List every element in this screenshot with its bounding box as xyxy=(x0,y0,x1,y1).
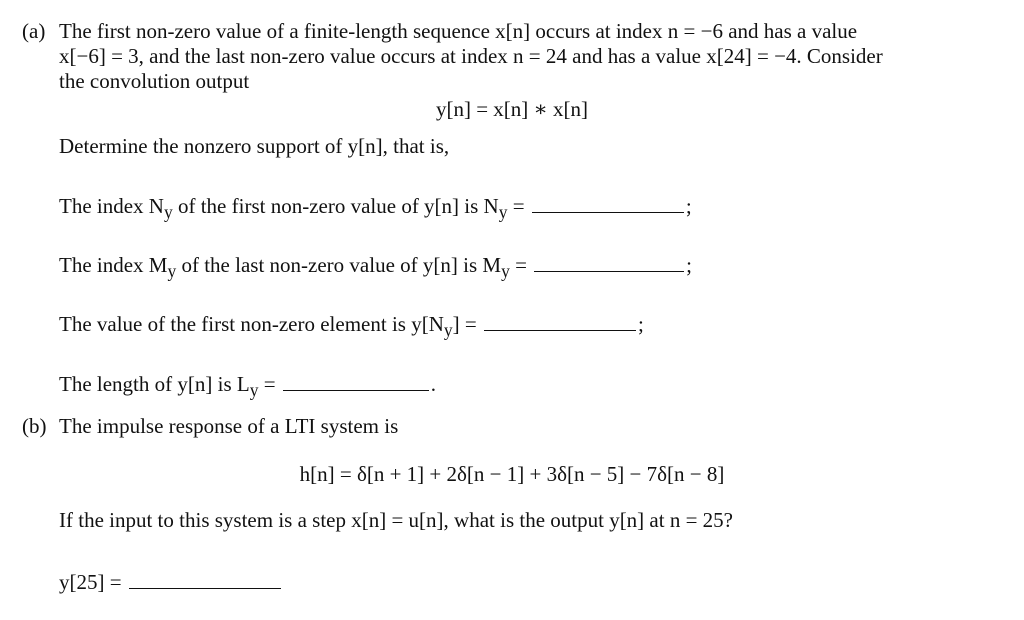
q4-end: . xyxy=(430,372,437,396)
answer-blank-last-index[interactable] xyxy=(534,253,684,272)
q1-rest-sub: y xyxy=(498,202,508,223)
part-b-line-1: The impulse response of a LTI system is xyxy=(59,414,399,438)
part-a-line-3: the convolution output xyxy=(59,69,250,93)
y25-label: y[25] = xyxy=(59,570,127,594)
part-b-question: If the input to this system is a step x[n] = u[n], what is the output y[n] at n = 25? xyxy=(59,508,733,532)
convolution-equation: y[n] = x[n] ∗ x[n] xyxy=(435,97,589,121)
q1-rest: of the first non-zero value of y[n] is N xyxy=(172,194,499,218)
q4-text: The length of y[n] is L xyxy=(59,372,250,396)
part-a-line-2: x[−6] = 3, and the last non-zero value occurs at index n = 24 and has a value x[24] = −4. Consider xyxy=(59,44,883,68)
part-a-label: (a) xyxy=(22,19,46,43)
support-prompt: Determine the nonzero support of y[n], that is, xyxy=(59,134,450,158)
q4-sub: y xyxy=(249,380,259,401)
part-b-label: (b) xyxy=(22,414,47,438)
q2-rest: of the last non-zero value of y[n] is M xyxy=(176,253,502,277)
q2-sub: y xyxy=(167,261,177,282)
q3-rest: ] = xyxy=(452,312,482,336)
answer-blank-first-index[interactable] xyxy=(532,194,684,213)
q1-text: The index N xyxy=(59,194,164,218)
answer-blank-first-value[interactable] xyxy=(484,312,636,331)
q2-eq: = xyxy=(509,253,533,277)
question-last-index xyxy=(59,252,692,284)
question-first-value xyxy=(59,311,644,343)
answer-blank-length[interactable] xyxy=(283,372,429,391)
answer-row-y25 xyxy=(59,569,283,595)
q3-sub: y xyxy=(443,320,453,341)
q3-text: The value of the first non-zero element is y[N xyxy=(59,312,444,336)
q3-end: ; xyxy=(637,312,644,336)
part-a-line-1: The first non-zero value of a finite-length sequence x[n] occurs at index n = −6 and has a value xyxy=(59,19,858,43)
q1-eq: = xyxy=(507,194,530,218)
question-length xyxy=(59,371,436,403)
question-first-index xyxy=(59,193,692,225)
q1-sub: y xyxy=(163,202,173,223)
impulse-response-equation: h[n] = δ[n + 1] + 2δ[n − 1] + 3δ[n − 5] − 7δ[n − 8] xyxy=(299,462,725,486)
q2-end: ; xyxy=(686,253,692,277)
q1-end: ; xyxy=(685,194,692,218)
answer-blank-y25[interactable] xyxy=(129,570,281,589)
q2-rest-sub: y xyxy=(501,261,510,282)
q4-eq: = xyxy=(258,372,281,396)
q2-text: The index M xyxy=(59,253,168,277)
